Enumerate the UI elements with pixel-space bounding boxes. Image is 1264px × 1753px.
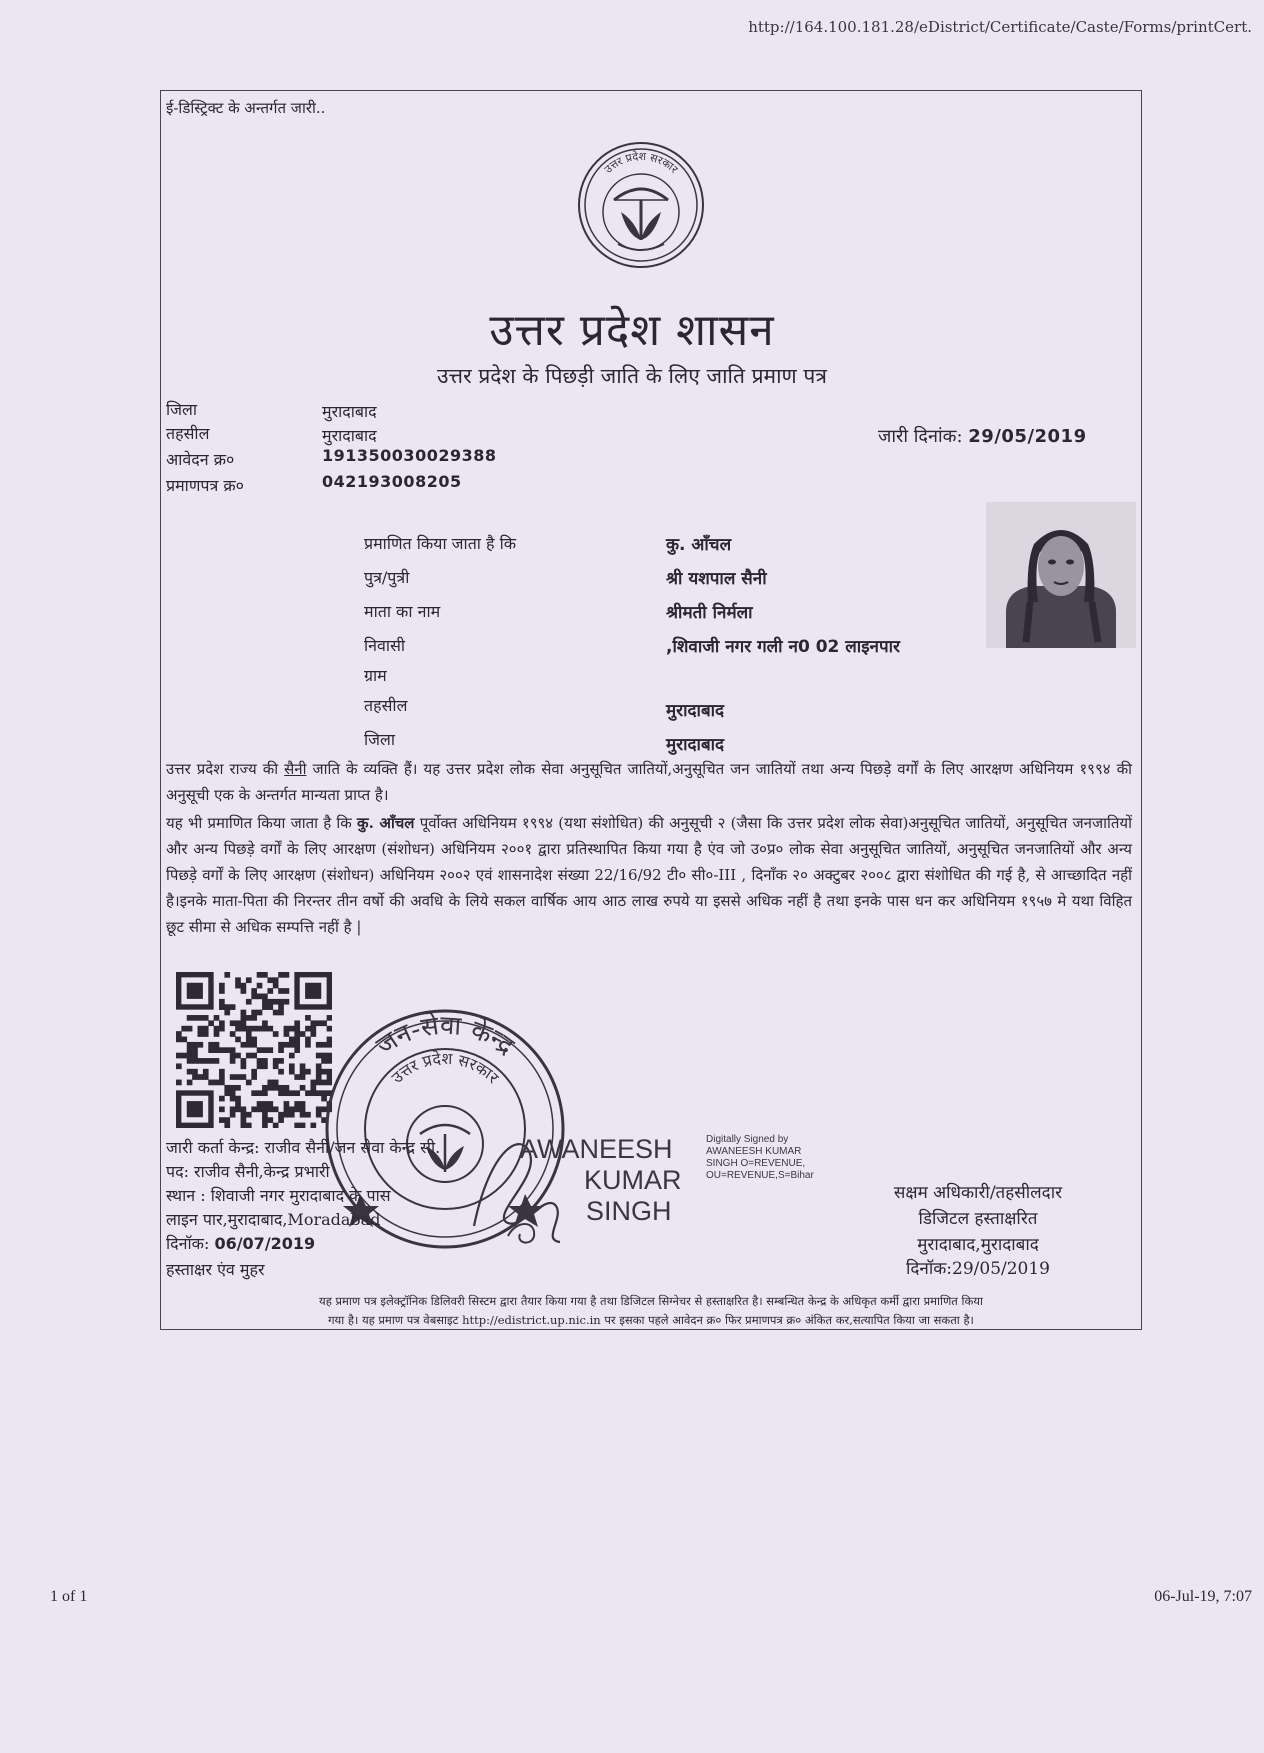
meta-application-label: आवेदन क्र० — [166, 450, 235, 469]
meta-certificate-value: 042193008205 — [322, 472, 462, 491]
meta-district-value: मुरादाबाद — [322, 402, 377, 421]
issuer-date-value: 06/07/2019 — [214, 1234, 316, 1253]
resident-label: निवासी — [364, 636, 406, 655]
parent-label: पुत्र/पुत्री — [364, 568, 410, 587]
dsig-name-line-1: AWANEESH — [520, 1134, 673, 1164]
mother-label: माता का नाम — [364, 602, 441, 621]
field-tehsil-value: मुरादाबाद — [666, 701, 725, 721]
print-url: http://164.100.181.28/eDistrict/Certificate/Caste/Forms/printCert. — [748, 18, 1252, 36]
competent-officer: सक्षम अधिकारी/तहसीलदार — [893, 1183, 1063, 1203]
resident-address: ,शिवाजी नगर गली न0 02 लाइनपार — [666, 637, 900, 657]
certified-label: प्रमाणित किया जाता है कि — [364, 534, 517, 553]
issuer-date — [166, 1232, 315, 1254]
issued-under-label: ई-डिस्ट्रिक्ट के अन्तर्गत जारी.. — [166, 99, 326, 117]
village-label: ग्राम — [364, 666, 387, 685]
svg-text:उत्तर प्रदेश सरकार — [602, 150, 681, 176]
issuing-centre: जारी कर्ता केन्द्र: राजीव सैनी/जन सेवा केन्द्र सी. — [166, 1138, 441, 1157]
meta-certificate-label: प्रमाणपत्र क्र० — [166, 476, 244, 495]
svg-text:उत्तर प्रदेश सरकार — [388, 1049, 503, 1088]
field-tehsil-label: तहसील — [364, 696, 408, 715]
certificate-footnote — [176, 1292, 1126, 1330]
issuer-designation: पद: राजीव सैनी,केन्द्र प्रभारी — [166, 1162, 330, 1181]
mother-name: श्रीमती निर्मला — [666, 603, 753, 623]
body-p2-post: पूर्वोक्त अधिनियम १९९४ (यथा संशोधित) की अनुसूची २ (जैसा कि उत्तर प्रदेश लोक सेवा)अनुसूचित जातियों, अनुसूचित जनजातियों और अन्य पिछड़े वर्गों के लिए आरक्षण (संशोधन) अधिनियम २००१ द्वारा प्रतिस्थापित किया गया है एंव जो उ०प्र० लोक सेवा अनुसूचित जातियों, अनुसूचित जनजातियों और अन्य पिछड़े वर्गों के लिए आरक्षण (संशोधन) अधिनियम २००२ एवं शासनादेश संख्या 22/16/92 टी० सी०-III , दिनाँक २० अक्टुबर २००८ द्वारा संशोधित की गई है, से आच्छादित नहीं है।इनके माता-पिता की निरन्तर तीन वर्षो की अवधि के लिये सकल वार्षिक आय आठ लाख रुपये या इससे अधिक नहीं है तथा इनके पास धन कर अधिनियम १९५७ मे यथा विहित छूट सीमा से अधिक सम्पत्ति नहीं है | — [166, 814, 1132, 936]
body-p1-pre: उत्तर प्रदेश राज्य की — [166, 760, 285, 778]
meta-tehsil-label: तहसील — [166, 424, 210, 443]
certificate-body — [166, 756, 1132, 942]
meta-application-value: 191350030029388 — [322, 446, 497, 465]
dsig-meta-line-2: AWANEESH KUMAR — [706, 1146, 802, 1157]
meta-district-label: जिला — [166, 400, 198, 419]
body-p2-pre: यह भी प्रमाणित किया जाता है कि — [166, 814, 358, 832]
field-district-label: जिला — [364, 730, 396, 749]
footnote-line-1: यह प्रमाण पत्र इलेक्ट्रॉनिक डिलिवरी सिस्टम द्वारा तैयार किया गया है तथा डिजिटल सिग्नेचर से हस्ताक्षरित है। सम्बन्धित केन्द्र के अधिकृत कर्मी द्वारा प्रमाणित किया — [319, 1294, 983, 1308]
dsig-meta-line-1: Digitally Signed by — [706, 1134, 789, 1145]
field-district-value: मुरादाबाद — [666, 735, 725, 755]
issue-date-value: 29/05/2019 — [968, 426, 1087, 447]
issuer-location: स्थान : शिवाजी नगर मुरादाबाद के पास — [166, 1186, 391, 1205]
applicant-photo — [986, 502, 1136, 648]
caste-name: सैनी — [284, 760, 307, 778]
government-heading: उत्तर प्रदेश शासन — [489, 305, 775, 356]
issue-date — [878, 424, 1087, 448]
seal-inner-text: उत्तर प्रदेश सरकार — [387, 1048, 503, 1088]
dsig-meta-line-4: OU=REVENUE,S=Bihar — [706, 1170, 814, 1181]
officer-location: मुरादाबाद,मुरादाबाद — [917, 1235, 1039, 1255]
emblem-arc-text: उत्तर प्रदेश सरकार — [601, 149, 681, 177]
digital-signature — [520, 1134, 814, 1227]
signature-and-seal-label: हस्ताक्षर एंव मुहर — [166, 1260, 265, 1279]
dsig-name-line-3: SINGH — [586, 1196, 672, 1226]
up-state-emblem-icon — [576, 140, 706, 270]
body-p1-post: जाति के व्यक्ति हैं। यह उत्तर प्रदेश लोक सेवा अनुसूचित जातियों,अनुसूचित जन जातियों तथा अन्य पिछड़े वर्गों के लिए आरक्षण अधिनियम १९९४ की अनुसूची एक के अन्तर्गत मान्यता प्राप्त है। — [166, 760, 1132, 804]
certificate-subtitle: उत्तर प्रदेश के पिछड़ी जाति के लिए जाति प्रमाण पत्र — [437, 364, 827, 388]
issuer-locality: लाइन पार,मुरादाबाद,Moradabad — [166, 1210, 381, 1229]
parent-name: श्री यशपाल सैनी — [666, 569, 767, 589]
digitally-signed-label: डिजिटल हस्ताक्षरित — [918, 1209, 1038, 1229]
dsig-meta-line-3: SINGH O=REVENUE, — [706, 1158, 806, 1169]
body-p2-name: कु. आँचल — [357, 814, 415, 832]
officer-date: दिनॉक:29/05/2019 — [905, 1259, 1051, 1279]
seal-outer-text: जन-सेवा केन्द्र — [370, 1010, 520, 1062]
meta-tehsil-value: मुरादाबाद — [322, 426, 377, 445]
body-paragraph-1 — [166, 756, 1132, 808]
print-timestamp: 06-Jul-19, 7:07 — [1154, 1588, 1252, 1605]
body-paragraph-2 — [166, 810, 1132, 940]
certified-name: कु. आँचल — [666, 535, 732, 555]
issuer-date-label: दिनॉक: — [166, 1234, 210, 1253]
footnote-line-2: गया है। यह प्रमाण पत्र वेबसाइट http://edistrict.up.nic.in पर इसका पहले आवेदन क्र० फिर प्रमाणपत्र क्र० अंकित कर,सत्यापित किया जा सकता है। — [328, 1313, 974, 1327]
dsig-name-line-2: KUMAR — [584, 1165, 682, 1195]
qr-code-icon — [176, 972, 332, 1128]
issue-date-label: जारी दिनांक: — [878, 426, 963, 447]
page-number: 1 of 1 — [50, 1588, 88, 1605]
